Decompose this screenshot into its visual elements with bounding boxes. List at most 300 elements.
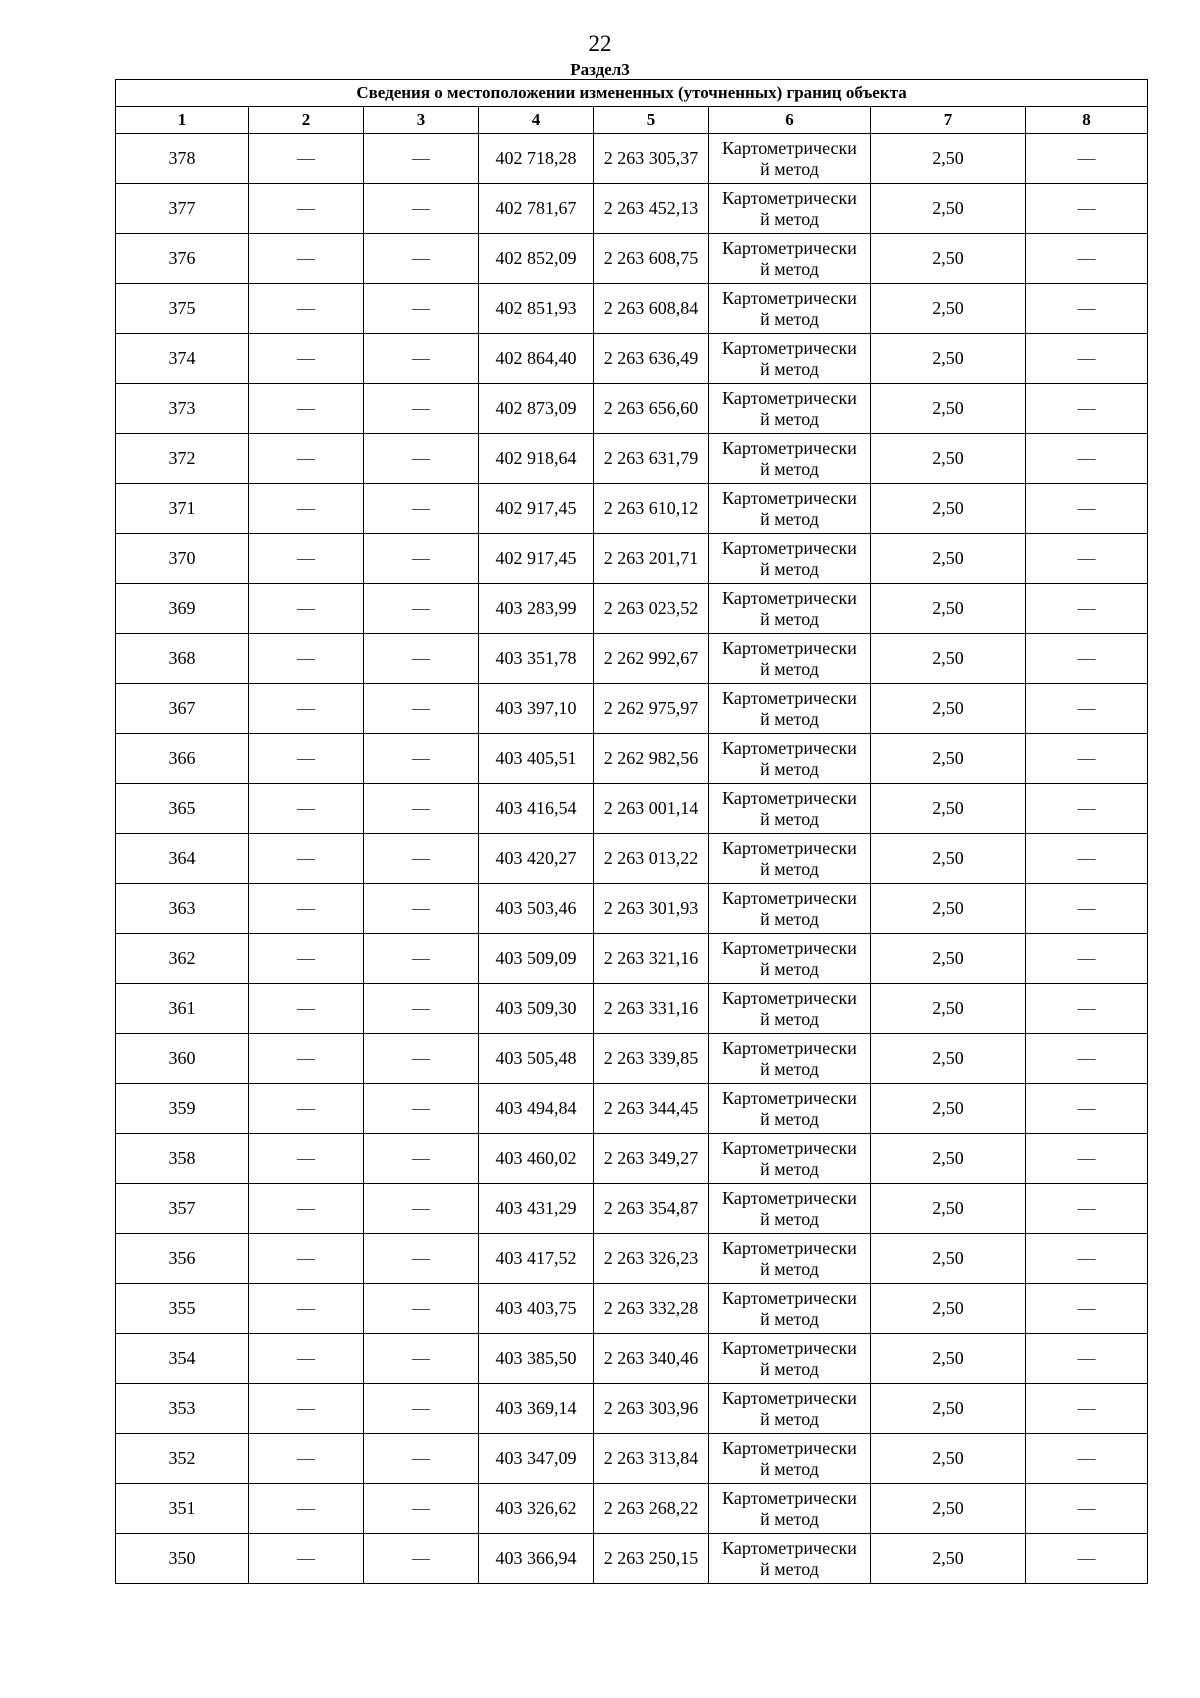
column-3-cell: — [364,384,479,434]
accuracy-cell: 2,50 [871,1384,1026,1434]
method-text-line-1: Картометрически [722,1137,857,1158]
method-cell [709,984,871,1034]
column-3-cell: — [364,1534,479,1584]
accuracy-cell: 2,50 [871,934,1026,984]
column-3-cell: — [364,1034,479,1084]
point-number-cell: 354 [116,1334,249,1384]
method-text-line-1: Картометрически [722,687,857,708]
column-2-cell: — [249,1034,364,1084]
y-coordinate-cell: 2 262 992,67 [594,634,709,684]
column-8-cell: — [1026,484,1148,534]
column-2-cell: — [249,734,364,784]
x-coordinate-cell: 403 283,99 [479,584,594,634]
column-2-cell: — [249,1184,364,1234]
method-text-line-1: Картометрически [722,487,857,508]
point-number-cell: 355 [116,1284,249,1334]
method-text-line-2: й метод [760,758,819,779]
x-coordinate-cell: 403 366,94 [479,1534,594,1584]
y-coordinate-cell: 2 263 321,16 [594,934,709,984]
column-3-cell: — [364,1334,479,1384]
accuracy-cell: 2,50 [871,334,1026,384]
column-8-cell: — [1026,434,1148,484]
column-2-cell: — [249,1134,364,1184]
x-coordinate-cell: 403 405,51 [479,734,594,784]
column-8-cell: — [1026,784,1148,834]
y-coordinate-cell: 2 263 608,84 [594,284,709,334]
y-coordinate-cell: 2 263 268,22 [594,1484,709,1534]
method-text-line-2: й метод [760,258,819,279]
point-number-cell: 359 [116,1084,249,1134]
method-cell [709,934,871,984]
method-cell [709,1234,871,1284]
column-2-cell: — [249,934,364,984]
accuracy-cell: 2,50 [871,584,1026,634]
method-text-line-2: й метод [760,1208,819,1229]
y-coordinate-cell: 2 263 349,27 [594,1134,709,1184]
y-coordinate-cell: 2 263 303,96 [594,1384,709,1434]
method-text-line-2: й метод [760,558,819,579]
method-text-line-1: Картометрически [722,1237,857,1258]
method-text-line-2: й метод [760,208,819,229]
table-row [116,1434,1148,1484]
table-title-row [116,80,1148,107]
accuracy-cell: 2,50 [871,384,1026,434]
y-coordinate-cell: 2 263 331,16 [594,984,709,1034]
method-text-line-1: Картометрически [722,587,857,608]
method-cell [709,284,871,334]
column-3-cell: — [364,184,479,234]
method-text-line-1: Картометрически [722,187,857,208]
point-number-cell: 357 [116,1184,249,1234]
method-text-line-1: Картометрически [722,137,857,158]
column-2-cell: — [249,684,364,734]
column-number-2: 2 [249,107,364,134]
method-cell [709,1134,871,1184]
column-8-cell: — [1026,1084,1148,1134]
method-text-line-1: Картометрически [722,1387,857,1408]
column-2-cell: — [249,634,364,684]
column-8-cell: — [1026,1484,1148,1534]
method-text-line-2: й метод [760,1058,819,1079]
method-text-line-2: й метод [760,958,819,979]
method-cell [709,1534,871,1584]
x-coordinate-cell: 403 416,54 [479,784,594,834]
method-cell [709,1284,871,1334]
x-coordinate-cell: 403 385,50 [479,1334,594,1384]
y-coordinate-cell: 2 263 354,87 [594,1184,709,1234]
point-number-cell: 371 [116,484,249,534]
method-text-line-2: й метод [760,708,819,729]
column-3-cell: — [364,684,479,734]
x-coordinate-cell: 403 509,30 [479,984,594,1034]
point-number-cell: 351 [116,1484,249,1534]
accuracy-cell: 2,50 [871,184,1026,234]
y-coordinate-cell: 2 263 301,93 [594,884,709,934]
x-coordinate-cell: 403 494,84 [479,1084,594,1134]
column-3-cell: — [364,984,479,1034]
point-number-cell: 356 [116,1234,249,1284]
column-8-cell: — [1026,384,1148,434]
column-3-cell: — [364,584,479,634]
method-text-line-1: Картометрически [722,1437,857,1458]
accuracy-cell: 2,50 [871,1084,1026,1134]
method-text-line-2: й метод [760,858,819,879]
y-coordinate-cell: 2 263 344,45 [594,1084,709,1134]
method-text-line-1: Картометрически [722,1337,857,1358]
accuracy-cell: 2,50 [871,734,1026,784]
column-2-cell: — [249,784,364,834]
method-text-line-1: Картометрически [722,837,857,858]
x-coordinate-cell: 403 460,02 [479,1134,594,1184]
x-coordinate-cell: 402 917,45 [479,534,594,584]
method-cell [709,1184,871,1234]
point-number-cell: 378 [116,134,249,184]
y-coordinate-cell: 2 263 201,71 [594,534,709,584]
column-8-cell: — [1026,1134,1148,1184]
method-text-line-1: Картометрически [722,787,857,808]
accuracy-cell: 2,50 [871,1034,1026,1084]
method-text-line-2: й метод [760,1458,819,1479]
point-number-cell: 368 [116,634,249,684]
point-number-cell: 352 [116,1434,249,1484]
column-2-cell: — [249,584,364,634]
column-2-cell: — [249,434,364,484]
y-coordinate-cell: 2 263 250,15 [594,1534,709,1584]
table-row [116,334,1148,384]
method-cell [709,884,871,934]
accuracy-cell: 2,50 [871,1434,1026,1484]
column-number-8: 8 [1026,107,1148,134]
point-number-cell: 370 [116,534,249,584]
table-row [116,1084,1148,1134]
accuracy-cell: 2,50 [871,1334,1026,1384]
method-text-line-1: Картометрически [722,387,857,408]
table-row [116,384,1148,434]
column-2-cell: — [249,234,364,284]
table-row [116,634,1148,684]
column-3-cell: — [364,1434,479,1484]
column-2-cell: — [249,284,364,334]
table-row [116,534,1148,584]
method-text-line-2: й метод [760,1258,819,1279]
table-row [116,1334,1148,1384]
column-2-cell: — [249,834,364,884]
column-2-cell: — [249,384,364,434]
column-2-cell: — [249,1384,364,1434]
column-2-cell: — [249,534,364,584]
x-coordinate-cell: 402 917,45 [479,484,594,534]
y-coordinate-cell: 2 262 975,97 [594,684,709,734]
y-coordinate-cell: 2 263 608,75 [594,234,709,284]
table-row [116,484,1148,534]
point-number-cell: 362 [116,934,249,984]
method-cell [709,384,871,434]
x-coordinate-cell: 403 369,14 [479,1384,594,1434]
y-coordinate-cell: 2 263 339,85 [594,1034,709,1084]
column-2-cell: — [249,1484,364,1534]
column-2-cell: — [249,1084,364,1134]
point-number-cell: 366 [116,734,249,784]
x-coordinate-cell: 403 326,62 [479,1484,594,1534]
point-number-cell: 373 [116,384,249,434]
method-text-line-2: й метод [760,1108,819,1129]
column-3-cell: — [364,734,479,784]
method-cell [709,184,871,234]
method-text-line-2: й метод [760,1308,819,1329]
y-coordinate-cell: 2 263 013,22 [594,834,709,884]
method-text-line-2: й метод [760,658,819,679]
table-row [116,1034,1148,1084]
point-number-cell: 377 [116,184,249,234]
y-coordinate-cell: 2 263 326,23 [594,1234,709,1284]
column-8-cell: — [1026,234,1148,284]
y-coordinate-cell: 2 263 610,12 [594,484,709,534]
method-text-line-1: Картометрически [722,887,857,908]
column-3-cell: — [364,234,479,284]
table-row [116,1284,1148,1334]
accuracy-cell: 2,50 [871,1284,1026,1334]
column-8-cell: — [1026,1384,1148,1434]
column-8-cell: — [1026,884,1148,934]
method-cell [709,334,871,384]
column-number-3: 3 [364,107,479,134]
method-text-line-1: Картометрически [722,337,857,358]
column-2-cell: — [249,1234,364,1284]
accuracy-cell: 2,50 [871,1534,1026,1584]
y-coordinate-cell: 2 263 313,84 [594,1434,709,1484]
column-3-cell: — [364,1484,479,1534]
method-cell [709,434,871,484]
method-text-line-1: Картометрически [722,737,857,758]
accuracy-cell: 2,50 [871,1184,1026,1234]
table-row [116,1384,1148,1434]
column-3-cell: — [364,1384,479,1434]
column-number-1: 1 [116,107,249,134]
boundary-coordinates-table [115,79,1148,1584]
accuracy-cell: 2,50 [871,1484,1026,1534]
column-2-cell: — [249,1334,364,1384]
method-text-line-2: й метод [760,308,819,329]
x-coordinate-cell: 402 718,28 [479,134,594,184]
column-3-cell: — [364,334,479,384]
column-8-cell: — [1026,1234,1148,1284]
point-number-cell: 374 [116,334,249,384]
column-2-cell: — [249,1534,364,1584]
method-text-line-1: Картометрически [722,987,857,1008]
accuracy-cell: 2,50 [871,484,1026,534]
column-3-cell: — [364,1284,479,1334]
method-cell [709,634,871,684]
column-8-cell: — [1026,1434,1148,1484]
point-number-cell: 376 [116,234,249,284]
y-coordinate-cell: 2 263 001,14 [594,784,709,834]
method-cell [709,484,871,534]
y-coordinate-cell: 2 263 631,79 [594,434,709,484]
y-coordinate-cell: 2 263 340,46 [594,1334,709,1384]
section-label: Раздел3 [570,60,630,79]
column-8-cell: — [1026,1334,1148,1384]
y-coordinate-cell: 2 263 452,13 [594,184,709,234]
method-text-line-2: й метод [760,808,819,829]
method-text-line-2: й метод [760,158,819,179]
column-8-cell: — [1026,334,1148,384]
method-text-line-1: Картометрически [722,1187,857,1208]
column-3-cell: — [364,834,479,884]
method-cell [709,784,871,834]
column-8-cell: — [1026,634,1148,684]
method-text-line-1: Картометрически [722,1537,857,1558]
point-number-cell: 364 [116,834,249,884]
column-3-cell: — [364,1134,479,1184]
column-2-cell: — [249,1434,364,1484]
method-text-line-2: й метод [760,1358,819,1379]
accuracy-cell: 2,50 [871,134,1026,184]
method-text-line-1: Картометрически [722,937,857,958]
method-text-line-1: Картометрически [722,237,857,258]
accuracy-cell: 2,50 [871,784,1026,834]
x-coordinate-cell: 402 873,09 [479,384,594,434]
column-8-cell: — [1026,834,1148,884]
column-3-cell: — [364,934,479,984]
column-2-cell: — [249,1284,364,1334]
column-8-cell: — [1026,1184,1148,1234]
accuracy-cell: 2,50 [871,634,1026,684]
column-8-cell: — [1026,184,1148,234]
column-3-cell: — [364,1084,479,1134]
column-number-4: 4 [479,107,594,134]
accuracy-cell: 2,50 [871,1134,1026,1184]
x-coordinate-cell: 403 420,27 [479,834,594,884]
column-number-6: 6 [709,107,871,134]
method-text-line-1: Картометрически [722,1287,857,1308]
table-row [116,184,1148,234]
column-3-cell: — [364,534,479,584]
column-8-cell: — [1026,1534,1148,1584]
column-3-cell: — [364,1234,479,1284]
column-3-cell: — [364,134,479,184]
method-text-line-2: й метод [760,908,819,929]
point-number-cell: 372 [116,434,249,484]
method-text-line-2: й метод [760,1408,819,1429]
y-coordinate-cell: 2 263 656,60 [594,384,709,434]
column-2-cell: — [249,184,364,234]
method-cell [709,234,871,284]
table-row [116,784,1148,834]
point-number-cell: 365 [116,784,249,834]
y-coordinate-cell: 2 262 982,56 [594,734,709,784]
method-cell [709,534,871,584]
method-text-line-2: й метод [760,408,819,429]
table-row [116,1184,1148,1234]
y-coordinate-cell: 2 263 305,37 [594,134,709,184]
column-8-cell: — [1026,684,1148,734]
table-row [116,1534,1148,1584]
table-row [116,684,1148,734]
column-3-cell: — [364,884,479,934]
method-cell [709,584,871,634]
x-coordinate-cell: 403 397,10 [479,684,594,734]
method-text-line-1: Картометрически [722,537,857,558]
column-8-cell: — [1026,284,1148,334]
accuracy-cell: 2,50 [871,1234,1026,1284]
method-text-line-1: Картометрически [722,1087,857,1108]
table-row [116,984,1148,1034]
method-cell [709,1484,871,1534]
method-text-line-2: й метод [760,358,819,379]
column-3-cell: — [364,434,479,484]
x-coordinate-cell: 403 347,09 [479,1434,594,1484]
x-coordinate-cell: 402 851,93 [479,284,594,334]
x-coordinate-cell: 402 864,40 [479,334,594,384]
y-coordinate-cell: 2 263 636,49 [594,334,709,384]
method-text-line-2: й метод [760,458,819,479]
column-number-7: 7 [871,107,1026,134]
column-3-cell: — [364,784,479,834]
accuracy-cell: 2,50 [871,434,1026,484]
accuracy-cell: 2,50 [871,534,1026,584]
x-coordinate-cell: 403 503,46 [479,884,594,934]
accuracy-cell: 2,50 [871,834,1026,884]
column-2-cell: — [249,334,364,384]
table-body [116,134,1148,1584]
column-2-cell: — [249,134,364,184]
method-text-line-1: Картометрически [722,637,857,658]
x-coordinate-cell: 403 351,78 [479,634,594,684]
table-row [116,584,1148,634]
method-cell [709,684,871,734]
method-cell [709,1434,871,1484]
point-number-cell: 375 [116,284,249,334]
column-3-cell: — [364,284,479,334]
column-8-cell: — [1026,1284,1148,1334]
x-coordinate-cell: 403 505,48 [479,1034,594,1084]
method-text-line-2: й метод [760,1008,819,1029]
method-cell [709,1084,871,1134]
method-text-line-2: й метод [760,1158,819,1179]
method-text-line-2: й метод [760,1558,819,1579]
table-row [116,1484,1148,1534]
method-text-line-2: й метод [760,1508,819,1529]
method-cell [709,834,871,884]
column-8-cell: — [1026,734,1148,784]
x-coordinate-cell: 403 431,29 [479,1184,594,1234]
column-2-cell: — [249,484,364,534]
table-row [116,134,1148,184]
method-cell [709,1334,871,1384]
point-number-cell: 367 [116,684,249,734]
table-title: Сведения о местоположении измененных (уточненных) границ объекта [116,80,1148,107]
column-2-cell: — [249,984,364,1034]
table-row [116,834,1148,884]
table-row [116,884,1148,934]
column-8-cell: — [1026,1034,1148,1084]
point-number-cell: 369 [116,584,249,634]
column-8-cell: — [1026,534,1148,584]
table-row [116,734,1148,784]
table-row [116,434,1148,484]
x-coordinate-cell: 402 918,64 [479,434,594,484]
column-3-cell: — [364,1184,479,1234]
method-text-line-1: Картометрически [722,287,857,308]
column-8-cell: — [1026,934,1148,984]
y-coordinate-cell: 2 263 023,52 [594,584,709,634]
column-8-cell: — [1026,584,1148,634]
table-row [116,284,1148,334]
method-text-line-1: Картометрически [722,437,857,458]
column-8-cell: — [1026,134,1148,184]
method-text-line-1: Картометрически [722,1037,857,1058]
accuracy-cell: 2,50 [871,984,1026,1034]
